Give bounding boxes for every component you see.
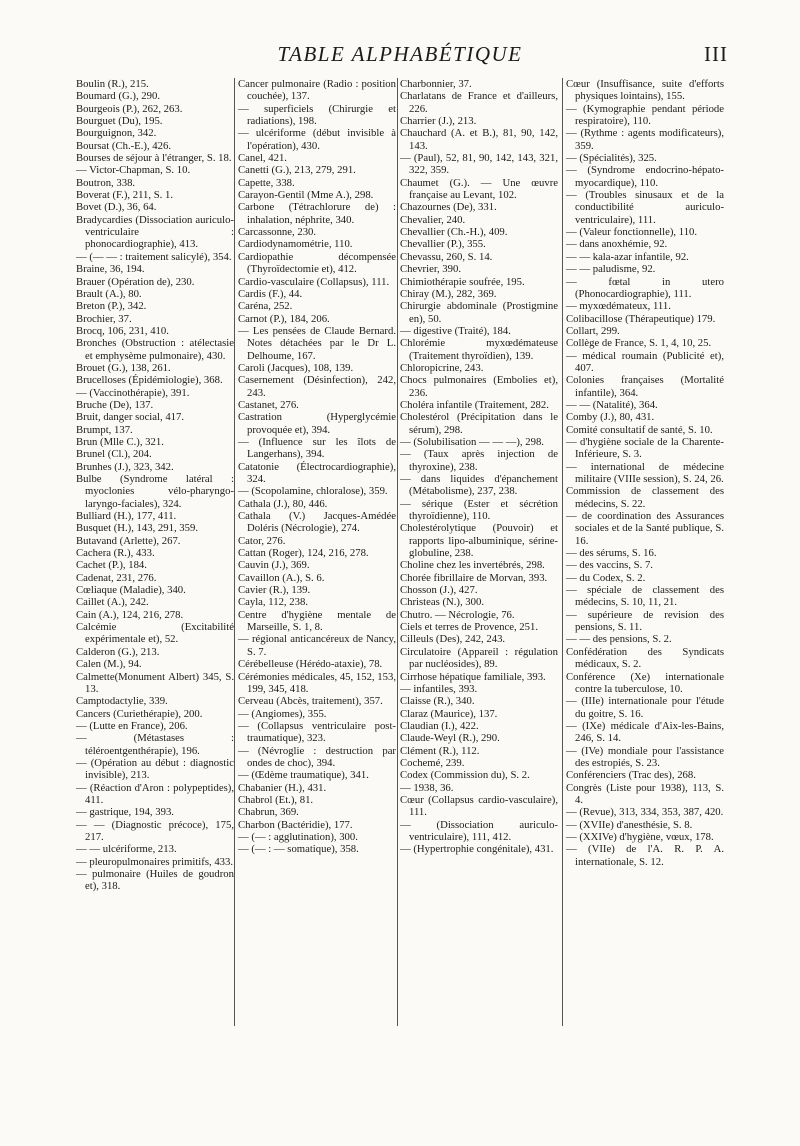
index-entry: Cœliaque (Maladie), 340. — [76, 584, 186, 597]
index-entry: — (Œdème traumatique), 341. — [238, 769, 369, 782]
index-entry: Bulliard (H.), 177, 411. — [76, 510, 177, 523]
index-entry: Boverat (F.), 211, S. 1. — [76, 189, 174, 202]
index-entry: — fœtal in utero (Phonocardiographie), 111. — [566, 275, 724, 300]
index-entry: Breton (P.), 342. — [76, 300, 147, 313]
index-entry: Cathala (V.) Jacques-Amédée Doléris (Nécrologie), 274. — [238, 510, 396, 535]
index-entry: — (Revue), 313, 334, 353, 387, 420. — [566, 806, 724, 819]
index-entry: Colonies françaises (Mortalité infantile), 364. — [566, 374, 724, 399]
index-column-3 — [400, 78, 558, 856]
index-entry: Bourgeois (P.), 262, 263. — [76, 102, 183, 115]
index-entry: — d'hygiène sociale de la Charente-Inférieure, S. 3. — [566, 435, 724, 461]
index-entry: — (IXe) médicale d'Aix-les-Bains, 246, S. 14. — [566, 719, 724, 745]
index-entry: Cancers (Curiethérapie), 200. — [76, 707, 203, 720]
index-entry: — Victor-Chapman, S. 10. — [76, 164, 191, 177]
index-entry: Boutron, 338. — [76, 176, 136, 189]
index-entry: Comité consultatif de santé, S. 10. — [566, 423, 713, 436]
index-entry: Brumpt, 137. — [76, 423, 133, 436]
index-entry: Canetti (G.), 213, 279, 291. — [238, 164, 356, 177]
index-entry: Busquet (H.), 143, 291, 359. — [76, 522, 199, 535]
index-entry: Chazournes (De), 331. — [400, 201, 497, 214]
index-entry: — dans liquides d'épanchement (Métabolisme), 237, 238. — [400, 473, 558, 498]
index-entry: Bruche (De), 137. — [76, 398, 154, 411]
index-entry: Boumard (G.), 290. — [76, 90, 161, 103]
index-entry: Bradycardies (Dissociation auriculo-ventriculaire : phonocardiographie), 413. — [76, 213, 234, 251]
index-entry: Camptodactylie, 339. — [76, 695, 168, 708]
page-title: TABLE ALPHABÉTIQUE — [277, 42, 523, 66]
index-entry: Caillet (A.), 242. — [76, 596, 149, 609]
page-header — [0, 42, 800, 72]
index-entry: Cavier (R.), 139. — [238, 584, 311, 597]
index-entry: Chevrier, 390. — [400, 263, 462, 276]
index-entry: — (Réaction d'Aron : polypeptides), 411. — [76, 781, 234, 806]
index-entry: Calcémie (Excitabilité expérimentale et), 52. — [76, 621, 234, 646]
index-entry: — (XXIVe) d'hygiène, vœux, 178. — [566, 830, 714, 843]
index-entry: — (Angiomes), 355. — [238, 707, 327, 720]
index-entry: Charbon (Bactéridie), 177. — [238, 818, 353, 831]
index-entry: Brun (Mlle C.), 321. — [76, 435, 164, 448]
index-entry: Bulbe (Syndrome latéral : myoclonies vélo-pharyngo-laryngo-faciales), 324. — [76, 473, 234, 510]
index-entry: Collège de France, S. 1, 4, 10, 25. — [566, 337, 712, 350]
index-entry: — Les pensées de Claude Bernard. Notes détachées par le Dr L. Delhoume, 167. — [238, 324, 396, 362]
column-divider — [562, 78, 563, 1026]
index-entry: Canel, 421. — [238, 152, 287, 165]
index-entry: Brouet (G.), 138, 261. — [76, 361, 171, 374]
index-entry: — (Spécialités), 325. — [566, 152, 657, 165]
index-entry: — superficiels (Chirurgie et radiations), 198. — [238, 102, 396, 128]
index-entry: Carbone (Tétrachlorure de) : inhalation, néphrite, 340. — [238, 201, 396, 226]
index-entry: Charbonnier, 37. — [400, 78, 472, 90]
index-entry: Colibacillose (Thérapeutique) 179. — [566, 312, 716, 325]
index-entry: Claraz (Maurice), 137. — [400, 707, 498, 720]
index-entry: Casernement (Désinfection), 242, 243. — [238, 374, 396, 399]
index-entry: Caroli (Jacques), 108, 139. — [238, 361, 354, 374]
index-entry: Bruit, danger social, 417. — [76, 411, 185, 424]
index-entry: — (Paul), 52, 81, 90, 142, 143, 321, 322, 359. — [400, 152, 558, 177]
index-entry: Cavaillon (A.), S. 6. — [238, 571, 325, 584]
index-entry: Cérémonies médicales, 45, 152, 153, 199, 345, 418. — [238, 670, 396, 695]
index-entry: Brunhes (J.), 323, 342. — [76, 460, 174, 473]
index-entry: Cator, 276. — [238, 534, 286, 547]
index-entry: — (Scopolamine, chloralose), 359. — [238, 485, 388, 498]
index-entry: — ulcériforme (début invisible à l'opération), 430. — [238, 127, 396, 152]
index-entry: — (IIIe) internationale pour l'étude du goitre, S. 16. — [566, 695, 724, 720]
index-entry: Bourguet (Du), 195. — [76, 115, 163, 128]
index-entry: — — paludisme, 92. — [566, 263, 656, 276]
index-entry: — dans anoxhémie, 92. — [566, 238, 668, 251]
index-entry: — (— : — somatique), 358. — [238, 843, 359, 856]
index-entry: Bovet (D.), 36, 64. — [76, 201, 157, 214]
index-entry: — médical roumain (Publicité et), 407. — [566, 349, 724, 374]
index-entry: Chabrun, 369. — [238, 806, 299, 819]
index-entry: Boulin (R.), 215. — [76, 78, 149, 90]
index-entry: — des vaccins, S. 7. — [566, 559, 653, 572]
index-entry: Chevassu, 260, S. 14. — [400, 250, 493, 263]
index-entry: Collart, 299. — [566, 324, 620, 337]
index-entry: Chorée fibrillaire de Morvan, 393. — [400, 571, 548, 584]
index-entry: Centre d'hygiène mentale de Marseille, S. 1, 8. — [238, 608, 396, 634]
index-entry: Ciels et terres de Provence, 251. — [400, 621, 539, 634]
index-entry: Claudian (I.), 422. — [400, 719, 479, 732]
index-entry: — (— — : traitement salicylé), 354. — [76, 250, 232, 263]
index-entry: — — kala-azar infantile, 92. — [566, 250, 689, 263]
index-entry: Cholestérolytique (Pouvoir) et rapports lipo-albuminique, sérine-globuline, 238. — [400, 522, 558, 560]
index-entry: Chevalier, 240. — [400, 213, 466, 226]
index-entry: Comby (J.), 80, 431. — [566, 411, 655, 424]
index-entry: Chaumet (G.). — Une œuvre française au Levant, 102. — [400, 176, 558, 202]
column-divider — [397, 78, 398, 1026]
index-entry: Cœur (Insuffisance, suite d'efforts physiques lointains), 155. — [566, 78, 724, 103]
index-entry: Congrès (Liste pour 1938), 113, S. 4. — [566, 781, 724, 806]
index-entry: Boursat (Ch.-E.), 426. — [76, 139, 171, 152]
index-entry: Choline chez les invertébrés, 298. — [400, 559, 545, 572]
index-entry: — spéciale de classement des médecins, S. 10, 11, 21. — [566, 584, 724, 609]
index-entry: — régional anticancéreux de Nancy, S. 7. — [238, 633, 396, 658]
index-entry: — (Valeur fonctionnelle), 110. — [566, 226, 698, 239]
index-entry: — digestive (Traité), 184. — [400, 324, 511, 337]
index-entry: Chauchard (A. et B.), 81, 90, 142, 143. — [400, 127, 558, 152]
index-entry: Carnot (P.), 184, 206. — [238, 312, 330, 325]
index-entry: Bourguignon, 342. — [76, 127, 157, 140]
index-entry: — 1938, 36. — [400, 781, 454, 794]
index-entry: Cayla, 112, 238. — [238, 596, 308, 609]
index-entry: Cachera (R.), 433. — [76, 547, 155, 560]
index-entry: Chloropicrine, 243. — [400, 361, 484, 374]
index-entry: Claude-Weyl (R.), 290. — [400, 732, 500, 745]
index-entry: — pleuropulmonaires primitifs, 433. — [76, 855, 234, 868]
index-entry: — (VIIe) de l'A. R. P. A. internationale, S. 12. — [566, 843, 724, 868]
index-entry: Cardiopathie décompensée (Thyroïdectomie et), 412. — [238, 250, 396, 276]
index-entry: Chlorémie myxœdémateuse (Traitement thyroïdien), 139. — [400, 337, 558, 362]
index-entry: Cardiodynamométrie, 110. — [238, 238, 353, 251]
index-entry: Cochemé, 239. — [400, 756, 465, 769]
index-entry: Cerveau (Abcès, traitement), 357. — [238, 695, 383, 708]
index-entry: Claisse (R.), 340. — [400, 695, 475, 708]
index-entry: Cérébelleuse (Hérédo-ataxie), 78. — [238, 658, 383, 671]
index-entry: Charlatans de France et d'ailleurs, 226. — [400, 90, 558, 115]
index-entry: — — (Natalité), 364. — [566, 398, 658, 411]
index-entry: Chevallier (Ch.-H.), 409. — [400, 226, 508, 239]
index-entry: — infantiles, 393. — [400, 682, 478, 695]
index-entry: Brochier, 37. — [76, 312, 132, 325]
index-entry: — (Dissociation auriculo-ventriculaire), 111, 412. — [400, 818, 558, 843]
index-entry: Brucelloses (Épidémiologie), 368. — [76, 374, 223, 387]
index-entry: — (Solubilisation — — —), 298. — [400, 435, 544, 448]
index-entry: Confédération des Syndicats médicaux, S. 2. — [566, 645, 724, 671]
index-entry: — (Vaccinothérapie), 391. — [76, 386, 190, 399]
index-entry: Bronches (Obstruction : atélectasie et emphysème pulmonaire), 430. — [76, 337, 234, 362]
index-entry: Chirurgie abdominale (Prostigmine en), 50. — [400, 300, 558, 325]
index-entry: Brocq, 106, 231, 410. — [76, 324, 169, 337]
index-entry: Calderon (G.), 213. — [76, 645, 160, 658]
index-entry: Chimiothérapie soufrée, 195. — [400, 275, 525, 288]
index-entry: Caréna, 252. — [238, 300, 293, 313]
index-entry: Conférenciers (Trac des), 268. — [566, 769, 696, 782]
index-entry: Cœur (Collapsus cardio-vasculaire), 111. — [400, 793, 558, 819]
index-entry: Carcassonne, 230. — [238, 226, 317, 239]
index-entry: Cholestérol (Précipitation dans le sérum), 298. — [400, 411, 558, 436]
index-entry: — (Rythme : agents modificateurs), 359. — [566, 127, 724, 152]
index-entry: Cachet (P.), 184. — [76, 559, 147, 572]
index-entry: Cathala (J.), 80, 446. — [238, 497, 328, 510]
index-entry: Cadenat, 231, 276. — [76, 571, 157, 584]
index-entry: Capette, 338. — [238, 176, 295, 189]
index-entry: Brault (A.), 80. — [76, 287, 142, 300]
index-entry: Cancer pulmonaire (Radio : position couchée), 137. — [238, 78, 396, 103]
index-entry: Brunel (Cl.), 204. — [76, 448, 152, 461]
index-entry: Catatonie (Électrocardiographie), 324. — [238, 460, 396, 485]
index-entry: Cilleuls (Des), 242, 243. — [400, 633, 506, 646]
index-entry: — myxœdémateux, 111. — [566, 300, 671, 313]
index-entry: — des sérums, S. 16. — [566, 547, 657, 560]
index-entry: Chabanier (H.), 431. — [238, 781, 327, 794]
index-entry: — (— : agglutination), 300. — [238, 830, 358, 843]
index-entry: Chabrol (Et.), 81. — [238, 793, 314, 806]
index-entry: — de coordination des Assurances sociales et de la Santé publique, S. 16. — [566, 510, 724, 547]
index-entry: Conférence (Xe) internationale contre la tuberculose, 10. — [566, 670, 724, 695]
index-entry: — pulmonaire (Huiles de goudron et), 318. — [76, 868, 234, 893]
index-entry: — (Névroglie : destruction par ondes de choc), 394. — [238, 744, 396, 769]
index-entry: Butavand (Arlette), 267. — [76, 534, 181, 547]
index-entry: Choléra infantile (Traitement, 282. — [400, 398, 549, 411]
index-entry: Castration (Hyperglycémie provoquée et), 394. — [238, 411, 396, 436]
index-entry: Braine, 36, 194. — [76, 263, 145, 276]
index-entry: — (Métastases : téléroentgenthérapie), 196. — [76, 732, 234, 757]
index-entry: — — (Diagnostic précoce), 175, 217. — [76, 818, 234, 843]
index-column-2 — [238, 78, 396, 856]
index-entry: Clément (R.), 112. — [400, 744, 480, 757]
index-column-1 — [76, 78, 234, 893]
index-entry: — supérieure de revision des pensions, S. 11. — [566, 608, 724, 634]
index-entry: Codex (Commission du), S. 2. — [400, 769, 530, 782]
index-entry: Chosson (J.), 427. — [400, 584, 478, 597]
page-number: III — [704, 42, 728, 66]
index-entry: — (Troubles sinusaux et de la conductibilité auriculo-ventriculaire), 111. — [566, 189, 724, 226]
index-entry: — (Hypertrophie congénitale), 431. — [400, 843, 554, 856]
index-entry: — international de médecine militaire (VIIIe session), S. 24, 26. — [566, 460, 724, 485]
index-entry: — — ulcériforme, 213. — [76, 843, 177, 856]
index-entry: Circulatoire (Appareil : régulation par nucléosides), 89. — [400, 645, 558, 671]
index-entry: — (XVIIe) d'anesthésie, S. 8. — [566, 818, 693, 831]
index-entry: — (Collapsus ventriculaire post-traumatique), 323. — [238, 719, 396, 745]
index-entry: — — des pensions, S. 2. — [566, 633, 672, 646]
index-entry: Christeas (N.), 300. — [400, 596, 485, 609]
index-entry: Cauvin (J.), 369. — [238, 559, 310, 572]
index-entry: Chevallier (P.), 355. — [400, 238, 486, 251]
index-entry: — (Opération au début : diagnostic invisible), 213. — [76, 756, 234, 782]
index-entry: Bourses de séjour à l'étranger, S. 18. — [76, 152, 232, 165]
column-divider — [234, 78, 235, 1026]
index-entry: Commission de classement des médecins, S. 22. — [566, 485, 724, 510]
index-entry: — gastrique, 194, 393. — [76, 806, 174, 819]
index-entry: — sérique (Ester et sécrétion thyroïdienne), 110. — [400, 497, 558, 523]
index-entry: Calen (M.), 94. — [76, 658, 142, 671]
index-entry: — (Kymographie pendant période respiratoire), 110. — [566, 102, 724, 128]
index-entry: — (IVe) mondiale pour l'assistance des estropiés, S. 23. — [566, 744, 724, 769]
index-entry: — (Taux après injection de thyroxine), 238. — [400, 448, 558, 473]
index-entry: Castanet, 276. — [238, 398, 299, 411]
index-entry: — (Syndrome endocrino-hépato-myocardique), 110. — [566, 164, 724, 189]
index-entry: Carayon-Gentil (Mme A.), 298. — [238, 189, 374, 202]
index-entry: Cirrhose hépatique familiale, 393. — [400, 670, 546, 683]
index-entry: Calmette(Monument Albert) 345, S. 13. — [76, 670, 234, 695]
index-entry: Cardio-vasculaire (Collapsus), 111. — [238, 275, 390, 288]
index-entry: Brauer (Opération de), 230. — [76, 275, 195, 288]
index-entry: — du Codex, S. 2. — [566, 571, 646, 584]
index-entry: Chocs pulmonaires (Embolies et), 236. — [400, 374, 558, 399]
index-column-4 — [566, 78, 724, 868]
index-entry: Cain (A.), 124, 216, 278. — [76, 608, 184, 621]
index-entry: Cattan (Roger), 124, 216, 278. — [238, 547, 369, 560]
index-entry: Charrier (J.), 213. — [400, 115, 477, 128]
index-entry: — (Lutte en France), 206. — [76, 719, 188, 732]
index-entry: Chutro. — Nécrologie, 76. — [400, 608, 515, 621]
index-entry: — (Influence sur les îlots de Langerhans), 394. — [238, 435, 396, 461]
index-entry: Chiray (M.), 282, 369. — [400, 287, 497, 300]
index-entry: Cardis (F.), 44. — [238, 287, 303, 300]
